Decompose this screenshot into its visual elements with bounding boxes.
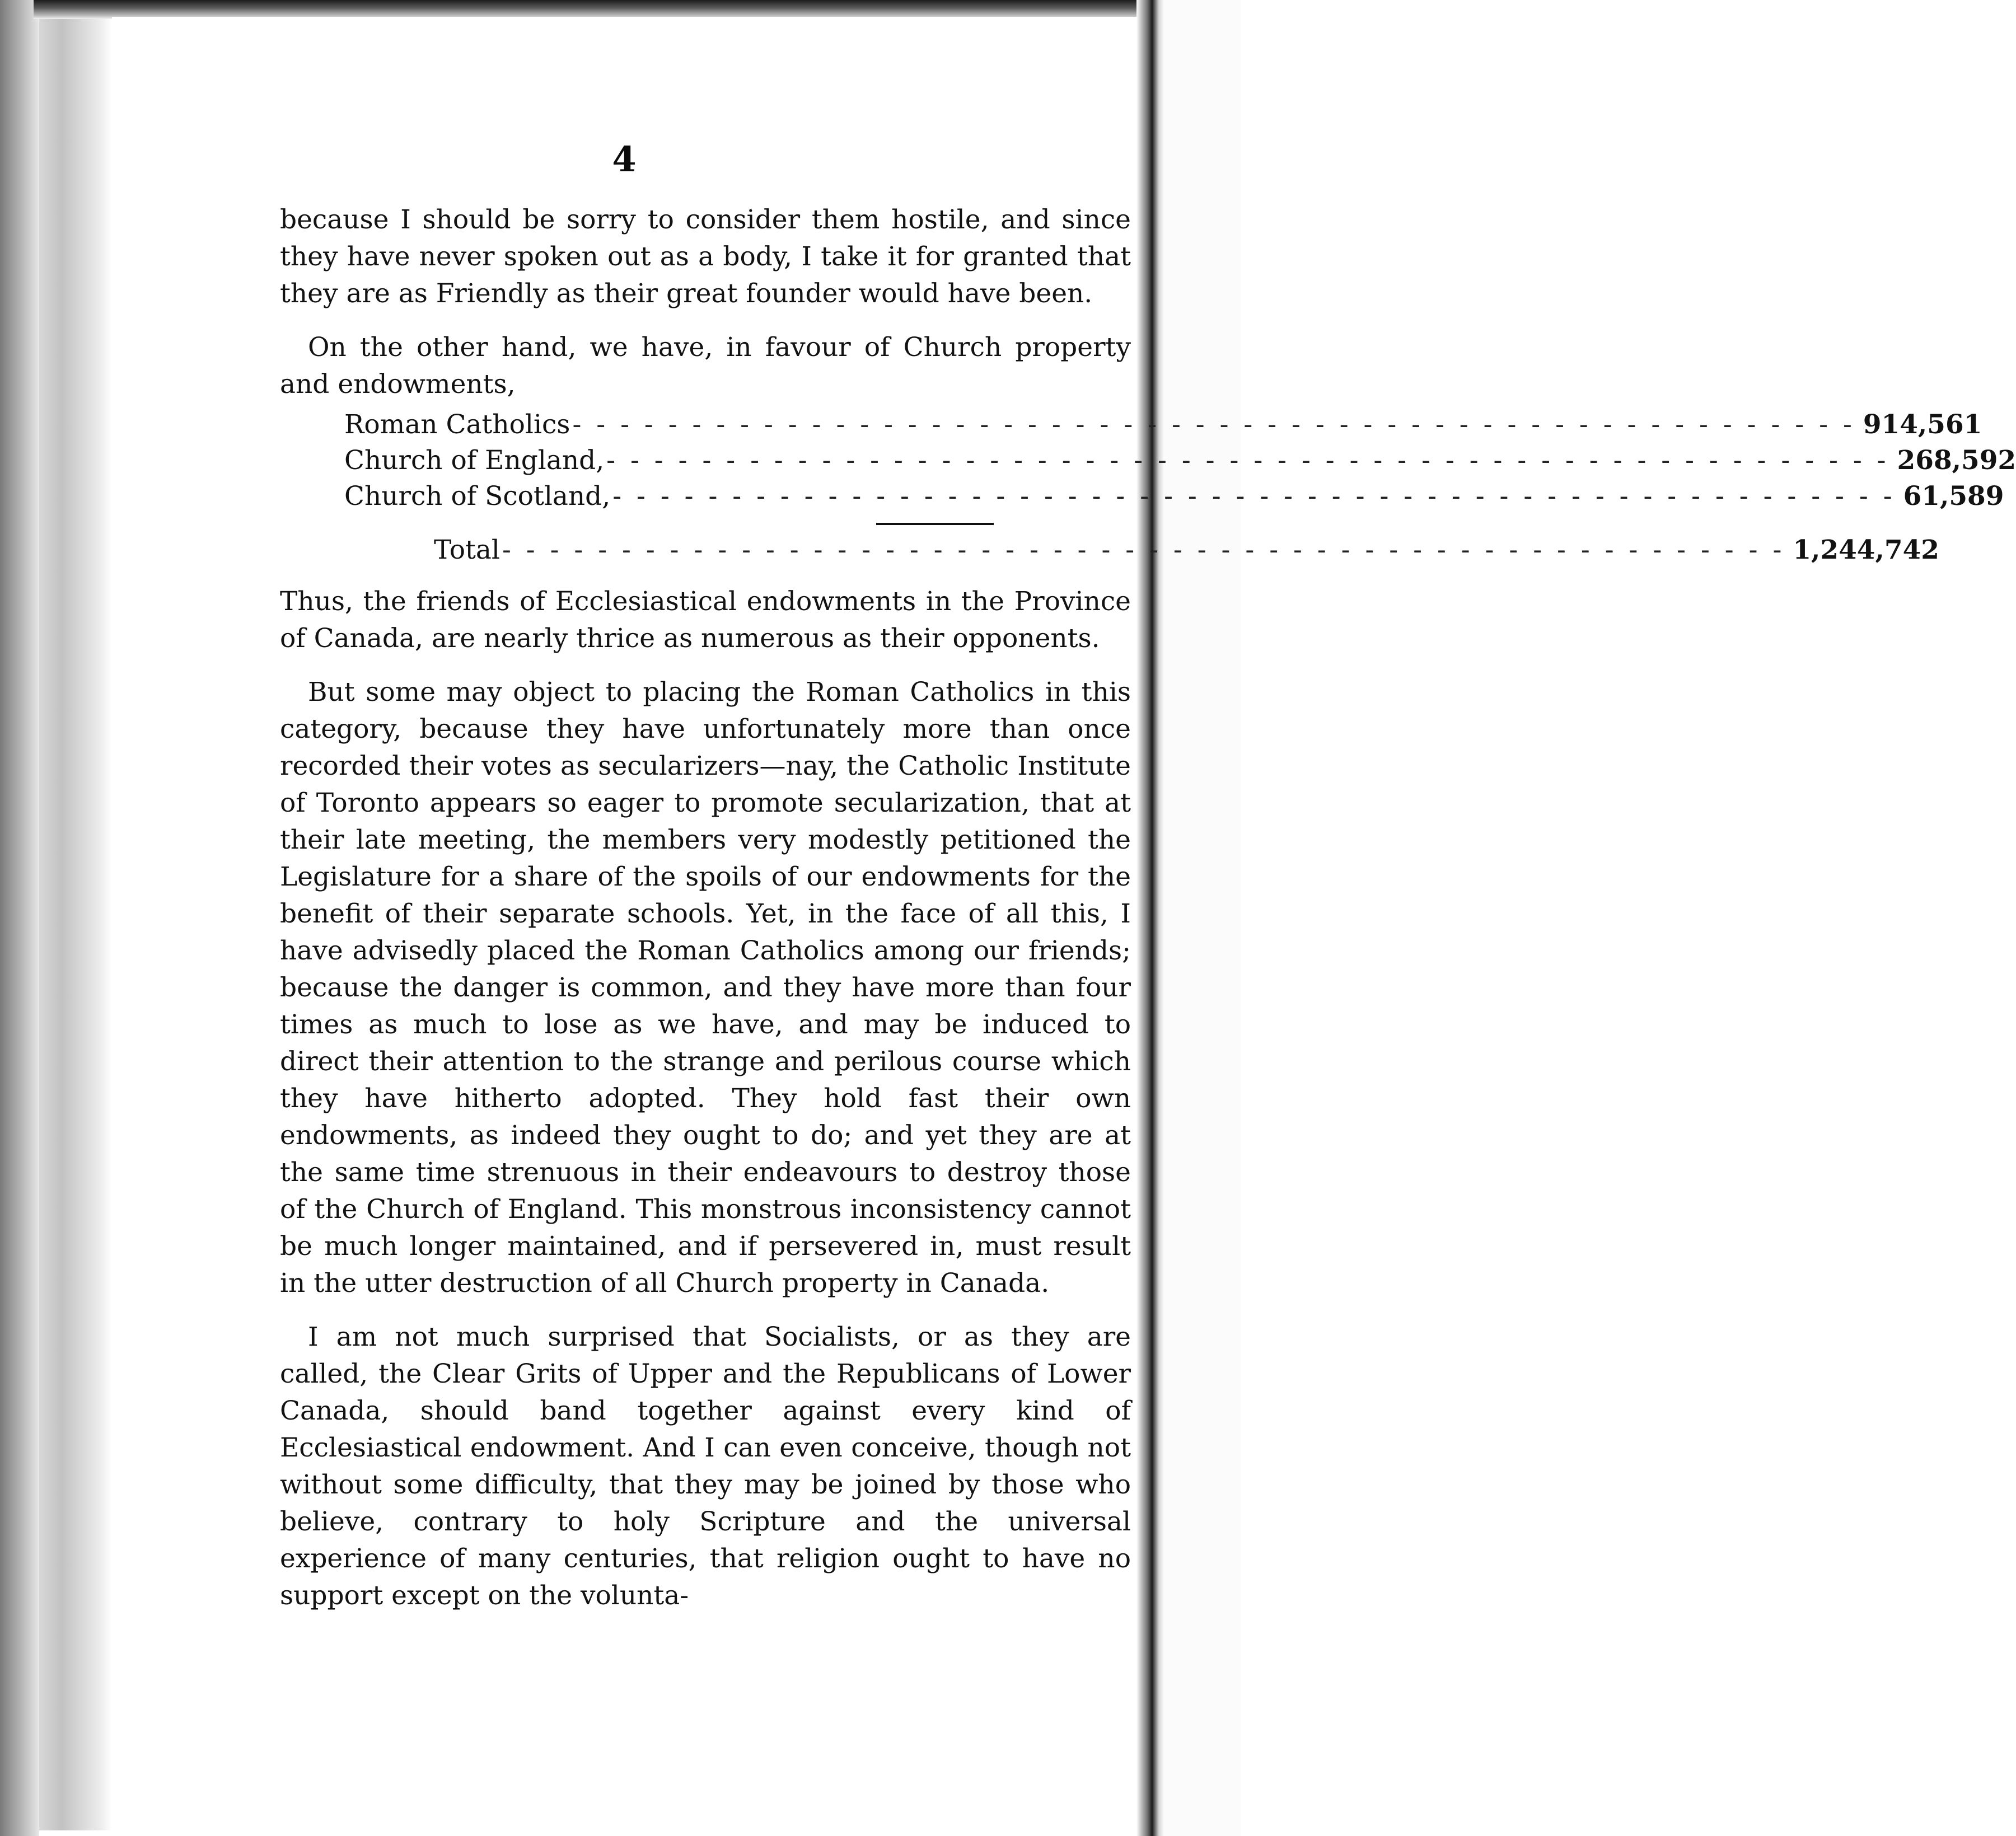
document-page xyxy=(112,17,2016,1830)
total-rule xyxy=(876,523,994,525)
table-row xyxy=(344,406,1982,442)
page-number: 4 xyxy=(612,139,637,180)
paragraph-conclusion: Thus, the friends of Ecclesiastical endowments in the Province of Canada, are nearly thrice as numerous as their opponents. xyxy=(280,586,1131,654)
row-label: Roman Catholics xyxy=(344,409,570,440)
scan-left-shadow xyxy=(0,0,39,1836)
table-total-row xyxy=(344,532,1939,568)
row-value: 268,592 xyxy=(1897,445,2016,476)
table-row xyxy=(344,478,2004,514)
paragraph-socialists: I am not much surprised that Socialists, or as they are called, the Clear Grits of Upper and the Republicans of Lower Canada, should band together against every kind of Ecclesiastical endowment. And I can even conceive, though not without some difficulty, that they may be joined by those who believe, contrary to holy Scripture and the universal experience of many centuries, that religion ought to have no support except on the volunta- xyxy=(280,1322,1131,1611)
scan-right-page-edge xyxy=(1136,0,1164,1836)
dot-leader: - - - - - - - - - - - - - - - - - - - - - - - - - - - - - - - - - - - - - - - - - - - - - - - - - - - - - - xyxy=(606,445,1889,476)
scan-right-margin xyxy=(1164,0,1241,1836)
dot-leader: - - - - - - - - - - - - - - - - - - - - - - - - - - - - - - - - - - - - - - - - - - - - - - - - - - - - - - xyxy=(572,409,1855,440)
dot-leader: - - - - - - - - - - - - - - - - - - - - - - - - - - - - - - - - - - - - - - - - - - - - - - - - - - - - - - xyxy=(612,481,1896,512)
dot-leader: - - - - - - - - - - - - - - - - - - - - - - - - - - - - - - - - - - - - - - - - - - - - - - - - - - - - - - xyxy=(502,535,1785,565)
row-value: 914,561 xyxy=(1863,409,1982,440)
membership-table xyxy=(280,406,2016,568)
paragraph-roman-catholics: But some may object to placing the Roman Catholics in this category, because they have unfortunately more than once recorded their votes as secularizers—nay, the Catholic Institute of Toronto appears so eager to promote secularization, that at their late meeting, the members very modestly petitioned the Legislature for a share of the spoils of our endowments for the benefit of their separate schools. Yet, in the face of all this, I have advisedly placed the Roman Catholics among our friends; because the danger is common, and they have more than four times as much to lose as we have, and may be induced to direct their attention to the strange and perilous course which they have hitherto adopted. They hold fast their own endowments, as indeed they ought to do; and yet they are at the same time strenuous in their endeavours to destroy those of the Church of England. This monstrous inconsistency cannot be much longer maintained, and if persevered in, must result in the utter destruction of all Church property in Canada. xyxy=(280,677,1131,1299)
row-value: 61,589 xyxy=(1903,481,2004,512)
row-label: Church of Scotland, xyxy=(344,481,611,512)
total-value: 1,244,742 xyxy=(1793,535,1939,565)
total-label: Total xyxy=(434,535,500,565)
paragraph-continuation: because I should be sorry to consider them hostile, and since they have never spoken out as a body, I take it for granted that they are as Friendly as their great founder would have been. xyxy=(280,204,1131,309)
scan-top-shadow xyxy=(34,0,1170,19)
row-label: Church of England, xyxy=(344,445,605,476)
paragraph-intro-table: On the other hand, we have, in favour of Church property and endowments, xyxy=(280,332,1131,400)
scan-left-page-edge xyxy=(39,17,112,1830)
table-body xyxy=(280,406,2016,568)
table-row xyxy=(344,442,2016,478)
body-text xyxy=(280,202,2016,1631)
